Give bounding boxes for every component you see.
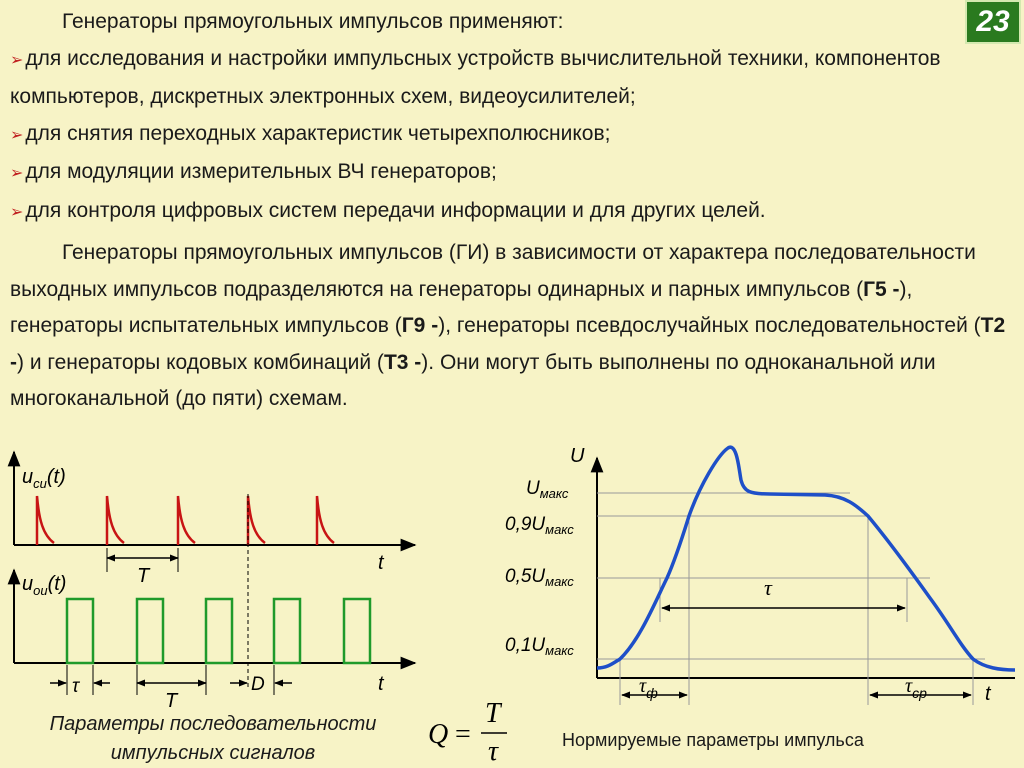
spike-2 xyxy=(107,496,124,545)
formula-numerator: T xyxy=(485,698,501,729)
pulse-series xyxy=(67,599,370,663)
fall-time-label: $\tau_{ср}$ xyxy=(905,675,927,701)
pulse-2 xyxy=(137,599,163,663)
formula-equals: = xyxy=(455,719,471,750)
pulse-5 xyxy=(344,599,370,663)
bullet-3: ➢ для модуляции измерительных ВЧ генераторов; xyxy=(10,154,1014,193)
pulse-4 xyxy=(274,599,300,663)
level-05-label: $0,5U_{макс}$ xyxy=(505,566,574,589)
formula-lhs: Q xyxy=(428,719,449,750)
spike-5 xyxy=(317,496,334,545)
formula-denominator: τ xyxy=(488,736,499,767)
bullet-1: ➢ для исследования и настройки импульсных устройств вычислительной техники, компонентов компьютеров, дискретных электронных схем, видеоусилителей; xyxy=(10,41,1014,116)
para-text-4: ) и генераторы кодовых комбинаций ( xyxy=(17,350,384,374)
para-text-1: Генераторы прямоугольных импульсов (ГИ) в зависимости от характера последовательности выходных импульсов подразделяются на генераторы одинарных и парных импульсов ( xyxy=(10,241,976,301)
left-caption: Параметры последовательности импульсных сигналов xyxy=(49,713,377,764)
pulse-1 xyxy=(67,599,93,663)
spike-series xyxy=(37,496,334,545)
rise-time-label: $\tau_ф$ xyxy=(639,675,658,701)
t3-code: Т3 - xyxy=(383,350,422,374)
spike-t-label: t xyxy=(378,552,384,574)
pulse-3 xyxy=(206,599,232,663)
pulse-y-label: $u_{ои}(t)$ xyxy=(22,573,67,598)
level-01-label: $0,1U_{макс}$ xyxy=(505,635,574,658)
tau-label: τ xyxy=(72,676,80,697)
tau-width-label: τ xyxy=(764,575,772,600)
spike-1 xyxy=(37,496,54,545)
right-caption: Нормируемые параметры импульса xyxy=(562,730,864,750)
formula xyxy=(428,698,507,767)
t2-code: Т2 - xyxy=(10,314,1006,374)
pulse-period-label: T xyxy=(165,690,178,712)
pulse-curve xyxy=(597,447,1015,670)
spike-diagram xyxy=(14,452,415,587)
chart-y-label: U xyxy=(570,445,585,467)
bullet-2: ➢ для снятия переходных характеристик четырехполюсников; xyxy=(10,116,1014,155)
para-text-2: ), генераторы испытательных импульсов ( xyxy=(10,277,913,337)
period-label: T xyxy=(137,565,150,587)
para-text-3: ), генераторы псевдослучайных последовательностей ( xyxy=(438,314,981,337)
intro-text: Генераторы прямоугольных импульсов применяют: xyxy=(62,10,564,33)
level-umax-label: $U_{макс}$ xyxy=(526,478,569,501)
para-text-5: ). Они могут быть выполнены по одноканальной или многоканальной (до пяти) схемам. xyxy=(10,350,936,410)
chart-x-label: t xyxy=(985,683,991,705)
g5-code: Г5 - xyxy=(863,277,900,301)
spike-4 xyxy=(248,496,265,545)
delay-label: D xyxy=(251,674,265,695)
pulse-shape-chart xyxy=(505,445,1015,705)
spike-y-label: $u_{си}(t)$ xyxy=(22,466,66,491)
pulse-diagram xyxy=(14,570,415,712)
pulse-t-label: t xyxy=(378,673,384,695)
level-09-label: $0,9U_{макс}$ xyxy=(505,514,574,537)
bullet-4: ➢ для контроля цифровых систем передачи информации и для других целей. xyxy=(10,193,1014,232)
spike-3 xyxy=(178,496,195,545)
g9-code: Г9 - xyxy=(401,314,439,337)
slide-number: 23 xyxy=(965,0,1021,44)
